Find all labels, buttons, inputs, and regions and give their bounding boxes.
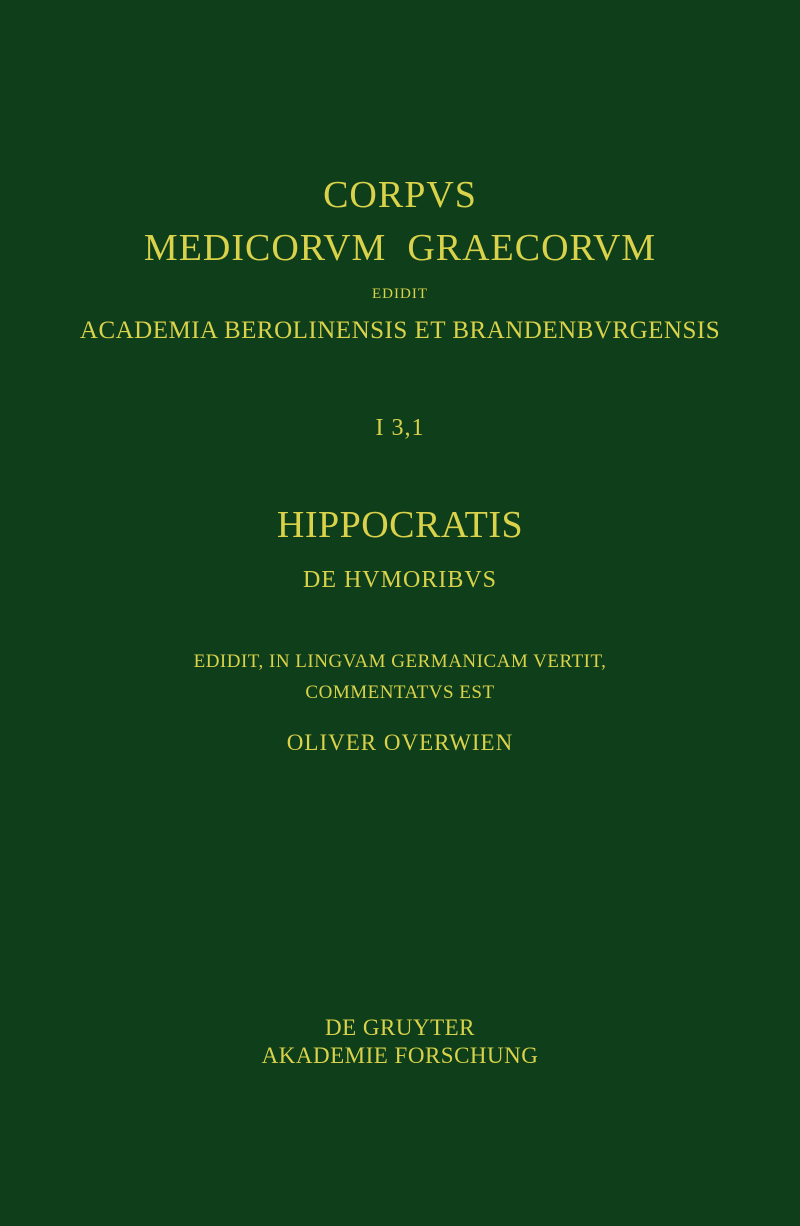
series-academy: ACADEMIA BEROLINENSIS ET BRANDENBVRGENSIS [79,317,721,344]
volume-number: I 3,1 [375,415,425,441]
editor-name: OLIVER OVERWIEN [286,730,514,755]
publisher-line2: AKADEMIE FORSCHUNG [261,1043,539,1068]
publisher-line1: DE GRUYTER [324,1015,476,1040]
credit-line1: EDIDIT, IN LINGVAM GERMANICAM VERTIT, [193,651,607,672]
work-author: HIPPOCRATIS [276,504,524,546]
series-title-line1: CORPVS [323,174,477,216]
series-edidit: EDIDIT [372,286,428,302]
credit-line2: COMMENTATVS EST [305,682,495,703]
series-title-line2: MEDICORVM GRAECORVM [143,227,657,269]
work-title: DE HVMORIBVS [302,567,497,593]
